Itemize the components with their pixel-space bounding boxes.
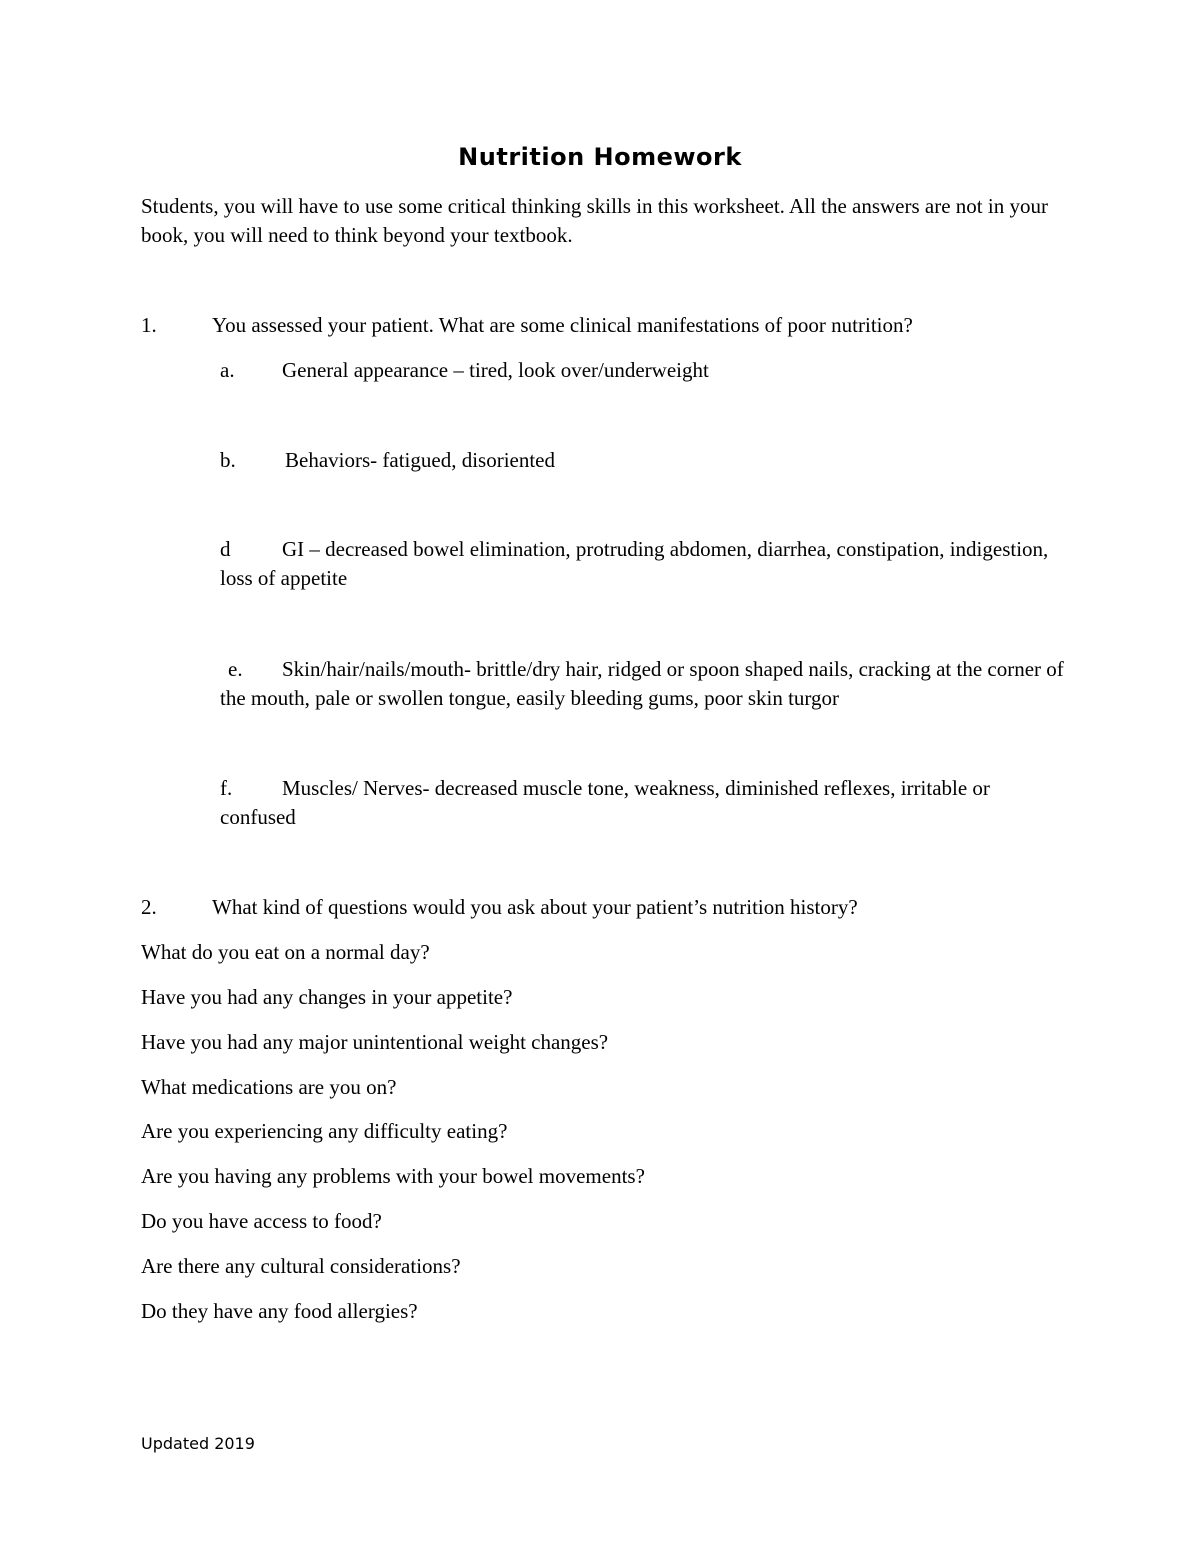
history-question: Have you had any major unintentional weight changes? xyxy=(141,1030,609,1054)
answer-letter: a. xyxy=(220,358,235,382)
history-question: What do you eat on a normal day? xyxy=(141,940,430,964)
history-question: Do they have any food allergies? xyxy=(141,1299,418,1323)
question-number: 2. xyxy=(141,895,157,919)
question-2 xyxy=(141,893,858,922)
answer-item xyxy=(220,535,1070,593)
answer-letter: d xyxy=(220,537,231,561)
answer-text: Behaviors- fatigued, disoriented xyxy=(285,448,556,472)
page-title: Nutrition Homework xyxy=(458,143,742,171)
answer-letter: e. xyxy=(228,657,243,681)
footer-text: Updated 2019 xyxy=(141,1434,255,1453)
answer-letter: b. xyxy=(220,448,236,472)
history-question: Are you having any problems with your bowel movements? xyxy=(141,1164,645,1188)
history-question: Have you had any changes in your appetite? xyxy=(141,985,513,1009)
question-number: 1. xyxy=(141,313,157,337)
question-text: You assessed your patient. What are some clinical manifestations of poor nutrition? xyxy=(212,313,913,337)
history-question: Do you have access to food? xyxy=(141,1209,382,1233)
answer-letter: f. xyxy=(220,776,233,800)
answer-text: General appearance – tired, look over/underweight xyxy=(282,358,709,382)
answer-text: GI – decreased bowel elimination, protruding abdomen, diarrhea, constipation, indigestion, loss of appetite xyxy=(220,537,1049,590)
history-question: Are you experiencing any difficulty eating? xyxy=(141,1119,508,1143)
intro-paragraph: Students, you will have to use some critical thinking skills in this worksheet. All the answers are not in your book, you will need to think beyond your textbook. xyxy=(141,194,1048,247)
answer-item xyxy=(220,446,1070,475)
question-1 xyxy=(141,311,913,340)
history-question: What medications are you on? xyxy=(141,1075,397,1099)
question-text: What kind of questions would you ask about your patient’s nutrition history? xyxy=(212,895,858,919)
answer-text: Muscles/ Nerves- decreased muscle tone, weakness, diminished reflexes, irritable or confused xyxy=(220,776,990,829)
answer-item xyxy=(220,356,1070,385)
history-question: Are there any cultural considerations? xyxy=(141,1254,461,1278)
answer-text: Skin/hair/nails/mouth- brittle/dry hair, ridged or spoon shaped nails, cracking at the corner of the mouth, pale or swollen tongue, easily bleeding gums, poor skin turgor xyxy=(220,657,1064,710)
answer-item xyxy=(220,655,1070,713)
answer-item xyxy=(220,774,1070,832)
